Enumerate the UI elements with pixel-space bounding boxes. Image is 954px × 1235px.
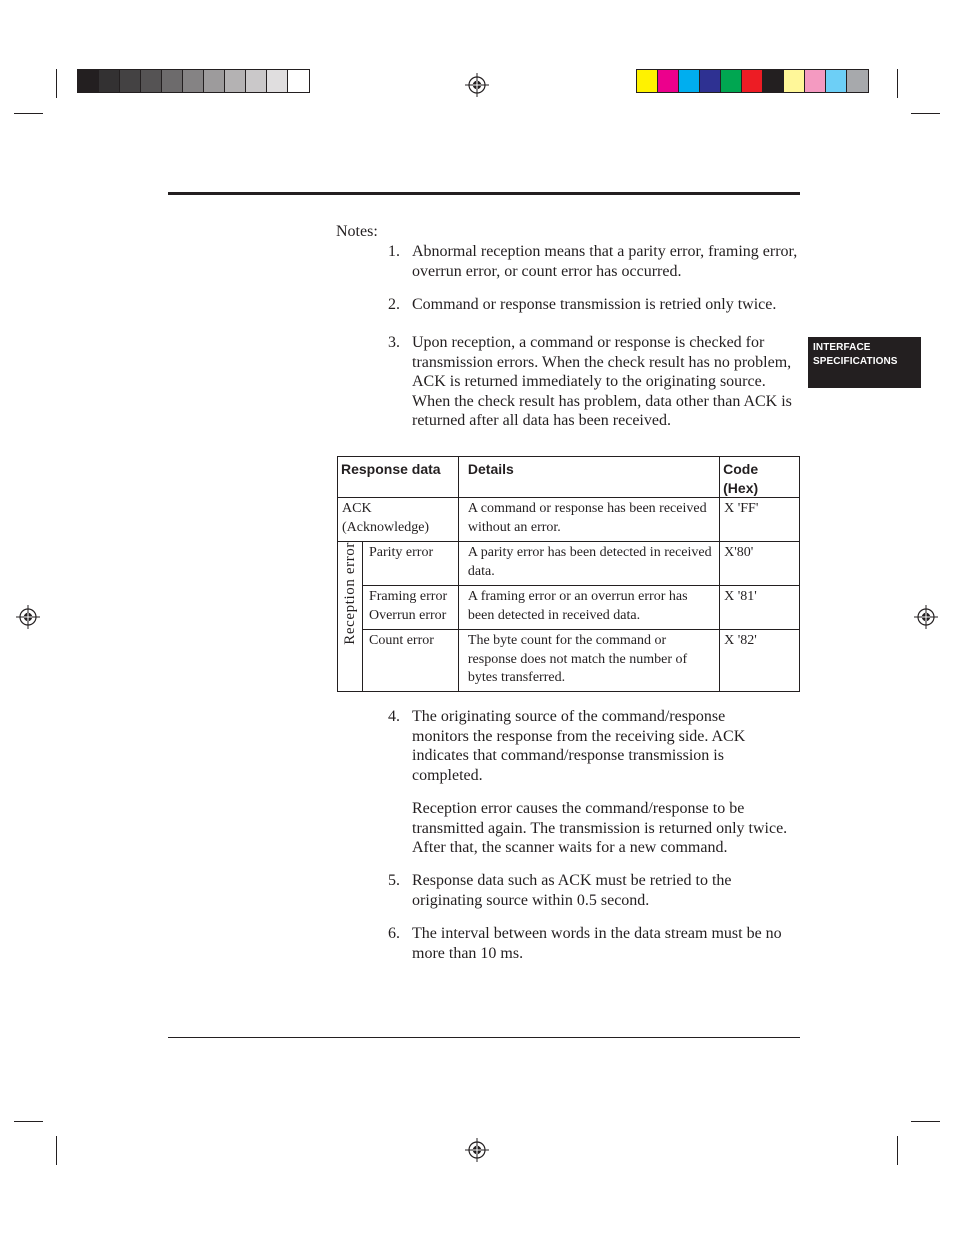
note-number: 3. bbox=[388, 334, 400, 351]
color-swatch bbox=[288, 70, 309, 92]
color-swatch bbox=[826, 70, 847, 92]
details-cell: A command or response has been received without an error. bbox=[458, 498, 719, 542]
crop-mark bbox=[911, 1121, 940, 1122]
color-swatch bbox=[658, 70, 679, 92]
col-header-response: Response data bbox=[338, 457, 459, 498]
note-item bbox=[388, 295, 800, 315]
registration-mark-icon bbox=[16, 605, 40, 629]
registration-mark-icon bbox=[465, 1138, 489, 1162]
code-cell: X '82' bbox=[720, 630, 800, 692]
table-row bbox=[338, 630, 800, 692]
note-text: Command or response transmission is retried only twice. bbox=[412, 296, 777, 313]
details-cell: A parity error has been detected in received data. bbox=[458, 542, 719, 586]
response-name-cell bbox=[362, 586, 458, 630]
crop-mark bbox=[56, 69, 57, 98]
color-swatch bbox=[99, 70, 120, 92]
color-swatch bbox=[679, 70, 700, 92]
note-item bbox=[388, 242, 800, 281]
color-swatch bbox=[162, 70, 183, 92]
crop-mark bbox=[897, 69, 898, 98]
crop-mark bbox=[14, 113, 43, 114]
color-swatch bbox=[805, 70, 826, 92]
color-swatch bbox=[847, 70, 868, 92]
color-swatch bbox=[141, 70, 162, 92]
table-header-row bbox=[338, 457, 800, 498]
table-row bbox=[338, 498, 800, 542]
note-text: The interval between words in the data stream must be no more than 10 ms. bbox=[412, 925, 782, 962]
color-swatch bbox=[204, 70, 225, 92]
note-item bbox=[388, 924, 800, 963]
response-name-sub: (Acknowledge) bbox=[342, 519, 430, 535]
registration-mark-icon bbox=[465, 73, 489, 97]
response-name: Count error bbox=[368, 633, 434, 648]
response-name: ACK bbox=[342, 501, 372, 516]
code-cell: X '81' bbox=[720, 586, 800, 630]
col-header-details: Details bbox=[458, 457, 719, 498]
note-text: Abnormal reception means that a parity error, framing error, overrun error, or count error has occurred. bbox=[412, 243, 798, 280]
registration-mark-icon bbox=[914, 605, 938, 629]
section-tab-line2: SPECIFICATIONS bbox=[813, 356, 898, 367]
details-cell: A framing error or an overrun error has been detected in received data. bbox=[458, 586, 719, 630]
note-text: Response data such as ACK must be retried to the originating source within 0.5 second. bbox=[412, 872, 732, 909]
response-name-cell bbox=[362, 542, 458, 586]
response-name-cell bbox=[338, 498, 459, 542]
color-swatch bbox=[120, 70, 141, 92]
note-item bbox=[388, 707, 800, 785]
color-swatch bbox=[637, 70, 658, 92]
color-swatch bbox=[700, 70, 721, 92]
color-swatch bbox=[784, 70, 805, 92]
note-number: 6. bbox=[388, 925, 400, 942]
color-swatch bbox=[763, 70, 784, 92]
crop-mark bbox=[14, 1121, 43, 1122]
table-row bbox=[338, 542, 800, 586]
notes-label: Notes: bbox=[336, 223, 378, 240]
section-tab bbox=[808, 337, 921, 388]
crop-mark bbox=[56, 1136, 57, 1165]
details-cell: The byte count for the command or response does not match the number of bytes transferred. bbox=[458, 630, 719, 692]
section-tab-line1: INTERFACE bbox=[813, 342, 871, 353]
color-swatch bbox=[267, 70, 288, 92]
note-number: 5. bbox=[388, 872, 400, 889]
reception-error-group bbox=[338, 542, 363, 692]
header-rule bbox=[168, 192, 800, 195]
group-label: Reception error bbox=[341, 542, 358, 645]
color-swatch bbox=[78, 70, 99, 92]
col-header-code: Code (Hex) bbox=[720, 457, 800, 498]
color-swatch bbox=[742, 70, 763, 92]
crop-mark bbox=[911, 113, 940, 114]
note-number: 4. bbox=[388, 708, 400, 725]
note-number: 1. bbox=[388, 243, 400, 260]
note-item bbox=[388, 871, 800, 910]
color-swatch bbox=[246, 70, 267, 92]
gray-swatch-bar bbox=[77, 69, 310, 93]
color-swatch bbox=[225, 70, 246, 92]
color-swatch-bar bbox=[636, 69, 869, 93]
note-continuation: Reception error causes the command/response to be transmitted again. The transmission is returned only twice. After that, the scanner waits for a new command. bbox=[412, 800, 788, 856]
color-swatch bbox=[183, 70, 204, 92]
response-name-cell bbox=[362, 630, 458, 692]
code-cell: X'80' bbox=[720, 542, 800, 586]
note-number: 2. bbox=[388, 296, 400, 313]
crop-mark bbox=[897, 1136, 898, 1165]
response-code-table bbox=[337, 456, 800, 692]
color-swatch bbox=[721, 70, 742, 92]
code-cell: X 'FF' bbox=[720, 498, 800, 542]
note-item bbox=[388, 333, 800, 431]
note-text: Upon reception, a command or response is checked for transmission errors. When the check result has no problem, ACK is returned immediately to the originating source. When the check result has problem, data other than ACK is returned after all data has been received. bbox=[412, 334, 792, 429]
note-text: The originating source of the command/response monitors the response from the receiving side. ACK indicates that command/response transmission is completed. bbox=[412, 708, 746, 784]
response-name: Framing error bbox=[368, 589, 448, 604]
footer-rule bbox=[168, 1037, 800, 1038]
table-row bbox=[338, 586, 800, 630]
response-name-sub: Overrun error bbox=[368, 607, 447, 623]
response-name: Parity error bbox=[368, 545, 434, 560]
